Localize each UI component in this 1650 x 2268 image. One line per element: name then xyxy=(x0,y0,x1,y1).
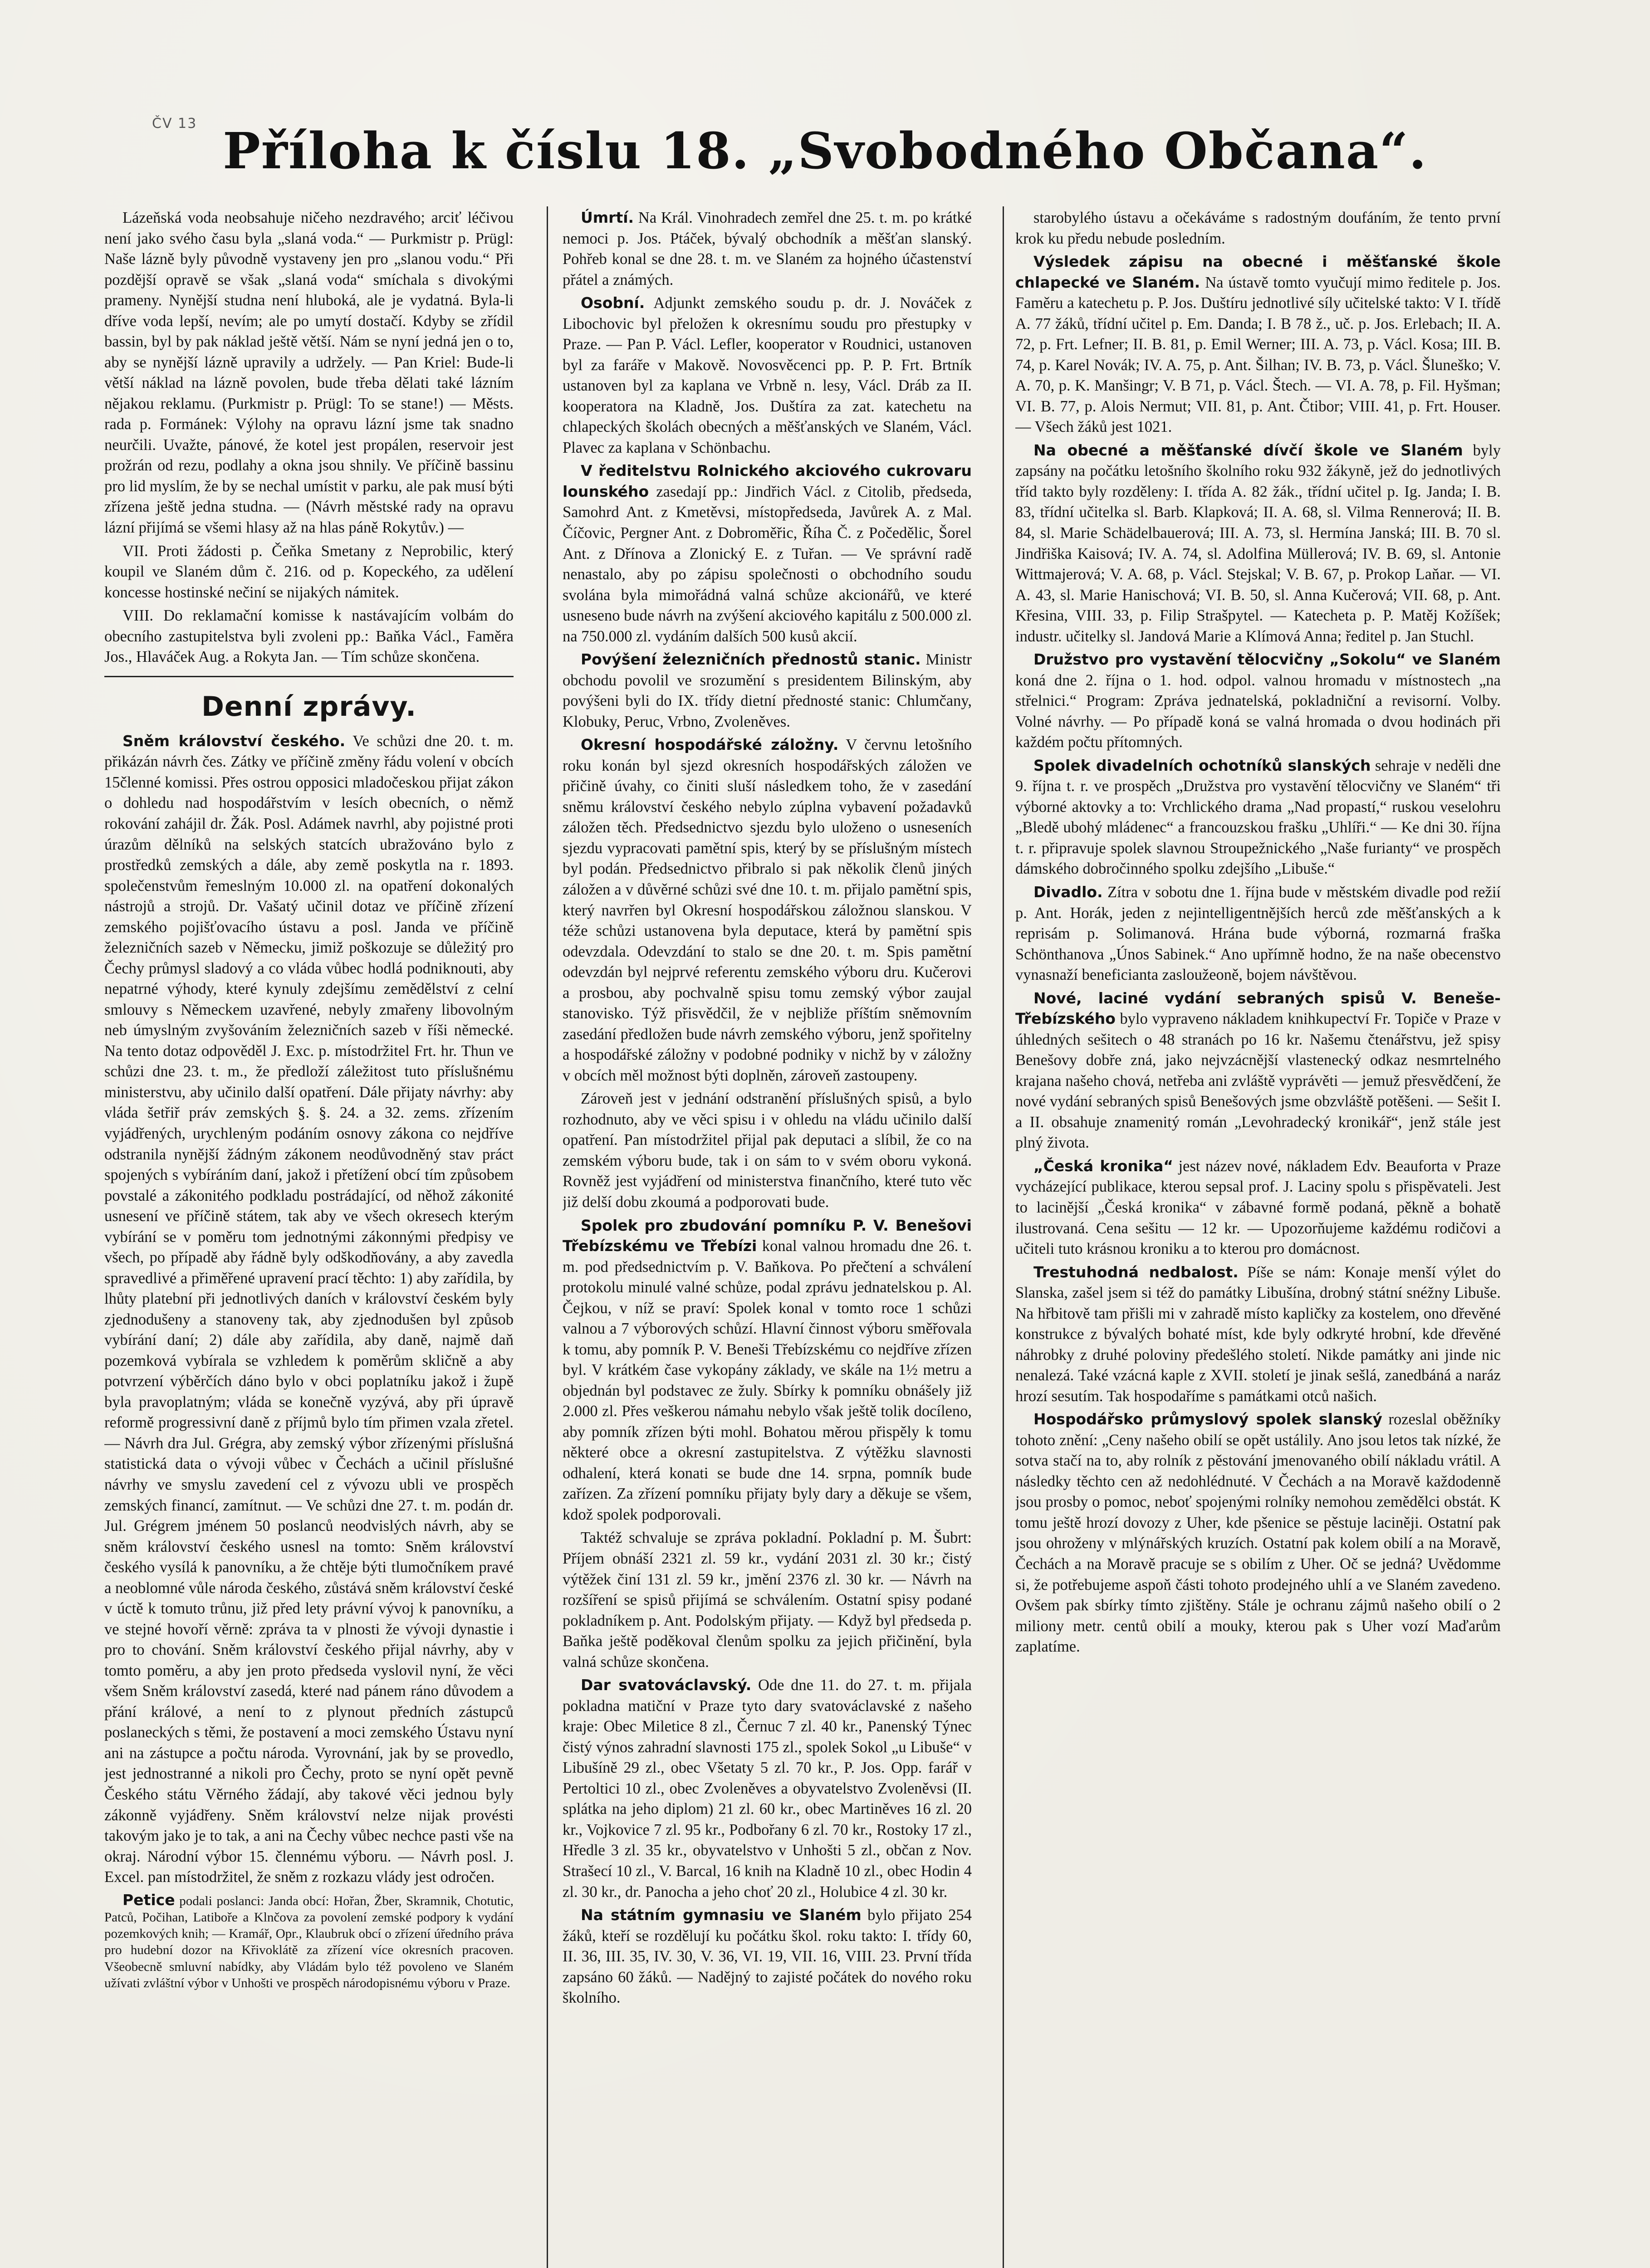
column-3 xyxy=(1015,208,1501,2268)
article-paragraph xyxy=(1015,440,1501,647)
article-body: konal valnou hromadu dne 26. t. m. pod předsednictvím p. V. Baňkova. Po přečtení a schválení protokolu minulé valné schůze, podal zprávu jednatelskou p. Al. Čejkou, v níž se praví: Spolek konal v tomto roce 1 schůzi valnou a 7 výborových schůzí. Hlavní činnost výboru směřovala k tomu, aby pomník P. V. Beneši Třebízskému co nejdříve zřízen byl. V krátkém čase vykopány základy, ve skále na 1½ metru a objednán byl podstavec ze žuly. Sbírky k pomníku obnášely již 2.000 zl. Přes veškerou námahu nebylo však ještě tolik docíleno, aby pomník zřízen býti mohl. Bohatou měrou přispěly k tomu některé obce a okresní zastupitelstva. Z výtěžku slavnosti odhalení, která konati se bude dne 14. srpna, pomník bude zařízen. Za zřízení pomníku přijaty byly dary a děkuje se všem, kdož spolek podporovali. xyxy=(563,1237,972,1523)
article-body: byly zapsány na počátku letošního školního roku 932 žákyně, jež do jednotlivých tříd takto byly rozděleny: I. třída A. 82 žák., třídní učitel p. Ig. Janda; I. B. 83, třídní učitelka sl. Barb. Klapková; II. A. 68, sl. Vilma Rennerová; II. B. 84, sl. Marie Schädelbauerová; III. A. 73, sl. Hermína Janská; III. B. 70 sl. Jindřiška Kaisová; IV. A. 74, sl. Adolfina Müllerová; IV. B. 69, sl. Antonie Wittmajerová; V. A. 68, p. Václ. Stejskal; V. B. 67, p. Prokop Laňar. — VI. A. 43, sl. Marie Hanischová; VI. B. 50, sl. Anna Kučerová; VII. 68, p. Ant. Křesina, VIII. 33, p. Filip Strašpytel. — Katecheta p. P. Matěj Kožíšek; industr. učitelky sl. Jandová Marie a Klímová Anna; ředitel p. Jan Stuchl. xyxy=(1015,441,1501,645)
article-paragraph xyxy=(563,461,972,647)
article-lead: V ředitelstvu Rolnického akciového cukrovaru lounského xyxy=(563,462,972,500)
article-body: Ve schůzi dne 20. t. m. přikázán návrh čes. Zátky ve příčině změny řádu volení v obcích 15členné komissi. Přes ostrou opposici mladočeskou přijat zákon o dohledu nad hospodářstvím v lesích obecních, o němž rokování zahájil dr. Žák. Posl. Adámek navrhl, aby pojistné proti úrazům dělníků na selských statcích ubražováno bylo z prostředků zemských a dále, aby země poskytla na r. 1893. společenstvům řemeslným 10.000 zl. na opatření dokonalých nástrojů a strojů. Dr. Vašatý učinil dotaz ve příčině zřízení zemského pojišťovacího ústavu a posl. Janda ve příčině železničních sazeb v Německu, jimiž poškozuje se důležitý pro Čechy průmysl sladový a co vláda vůbec hodlá podniknouti, aby nepatrné výhody, které kynuly zdejšímu zemědělství z celní smlouvy s Německem uzavřené, nebyly zmařeny libovolným neb úmyslným zvyšováním železničních sazeb v říši německé. Na tento dotaz odpověděl J. Exc. p. místodržitel Frt. hr. Thun ve schůzi dne 23. t. m., že předloží záležitost tuto příslušnému ministerstvu, aby učinilo další opatření. Dále přijaty návrhy: aby vláda šetřiř práv zemských §. §. 24. a 32. zems. zřízením vyjádřených, urychleným podáním osnovy zákona co nejdříve odstranila nynější žádným zákonem neodůvodněný stav práct spojených s vybíráním daní, jakož i přetížení obcí tím způsobem povstalé a zákonitého podkladu postrádající, od něhož zákonité usnesení ve příčině státem, tak aby ve všech okresech kterým vybírání se v poměru tom jednotnými zákonnými předpisy ve všech, po případě aby řádně byly odškodňovány, a aby zavedla spravedlivé a přiměřené upravení prací těchto: 1) aby zařídila, by lhůty platební při jednotlivých daních v království českém byly zjednodušeny a stanoveny tak, aby zjednodušen byl způsob vybírání daní; 2) dále aby zařídila, aby daně, najmě daň pozemková vybírala se vzhledem k poměrům skličně a aby potvrzení výběrčích dáno bylo v obci poplatníku jakož i župě byla pravoplatným; vláda se konečně vyzývá, aby při úpravě reformě progressivní daně z příjmů bylo tím přimen vzala zřetel. — Návrh dra Jul. Grégra, aby zemský výbor zřízenými příslušná statistická data o vývoji vůbec v Čechách a učinil příslušné návrhy ve smyslu zavedení cel z vývozu ubli ve prospěch zemských financí, zamítnut. — Ve schůzi dne 27. t. m. podán dr. Jul. Grégrem jménem 50 poslanců neodvislých návrh, aby se sněm království českého usnesl na tomto: Sněm království českého vysílá k panovníku, a že chtěje býti tlumočníkem pravé a neoblomné vůle národa českého, zůstává sněm království české v úctě k tomuto trůnu, již před lety právní vývoj k panovníku, a ve stejné hovoří věrně: zpráva ta v plnosti že vývoji dynastie i pro to chování. Sněm království českého přijal návrhy, aby v tomto poměru, a aby jen proto předseda vyslovil nyní, že věci všem Sněm království zasedá, které nad pánem ráno důvodem a přání králové, a není to z plynout předních zástupců poslaneckých s těmi, že postavení a moci zemského Ústavu nyní ani na zástupce a počtu národa. Vyrovnání, jak by se provedlo, jest jednostranné a nikoli pro Čechy, proto se nyní opět pevně Českého státu Věrného žádají, aby takové věci jednou byly zákonně vyjádřeny. Sněm království nelze nijak provésti takovým jako je to tak, a ani na Čechy vůbec nechce pasti vše na okraj. Národní výbor 15. člennému výboru. — Návrh posl. J. Excel. pan místodržitel, že sněm z rozkazu vlády jest odročen. xyxy=(104,732,514,1886)
article-paragraph xyxy=(563,1905,972,2009)
article-body: sehraje v neděli dne 9. října t. r. ve prospěch „Družstva pro vystavění tělocvičny ve Slaném“ tři výborné aktovky a to: Vrchlického drama „Nad propastí,“ ruskou veselohru „Bledě ubohý mládenec“ a francouzskou frašku „Uhlíři.“ — Ke dni 30. října t. r. připravuje spolek slavnou Stroupežnického „Naše furianty“ ve prospěch dámského dobročinného spolku zdejšího „Libuše.“ xyxy=(1015,757,1501,878)
article-paragraph xyxy=(1015,882,1501,986)
article-paragraph: Lázeňská voda neobsahuje ničeho nezdravého; arciť léčivou není jako svého času byla „slaná voda.“ — Purkmistr p. Prügl: Naše lázně byly původně vystaveny jen pro „slanou vodu.“ Při pozdější opravě se však „slaná voda“ smíchala s divokými prameny. Nynější studna není hluboká, ale je vydatná. Byla-li dříve voda lepší, nevím; ale po umytí dostačí. Kdyby se zřídil bassin, byl by pak náklad ještě větší. Nám se nyní jedná jen o to, aby se nynější lázně upravily a udržely. — Pan Kriel: Bude-li větší náklad na lázně povolen, bude třeba dělati také lázním nějakou reklamu. (Purkmistr p. Prügl: To se stane!) — Městs. rada p. Formánek: Výlohy na opravu lázní jsme tak snadno neurčili. Uvažte, pánové, že kotel jest propálen, reservoir jest prožrán od rezu, podlahy a okna jsou shnily. Ve příčině bassinu pro lid myslím, že by se nechal umístit v parku, ale pak musí býti zřízena ještě jedna studna. — (Návrh městské rady na opravu lázní přijímá se všemi hlasy až na hlas páně Rokytův.) — xyxy=(104,209,514,536)
article-body: podali poslanci: Janda obcí: Hořan, Žber, Skramnik, Chotutic, Patců, Počihan, Latiboře a Klnčova za povolení zemské podpory k vydání pozemkových knih; — Kramář, Opr., Klaubruk obcí o zřízení úředního práva pro hudební dozor na Křivoklátě za zřízení více okresních pracoven. Všeobecně smluvní nabídky, aby Vládám bylo též povoleno ve Slaném užívati zvláštní výbor v Unhošti ve prospěch národopisnému výboru v Praze. xyxy=(104,1893,514,1990)
article-body: bylo přijato 254 žáků, kteří se rozdělují ku počátku škol. roku takto: I. třídy 60, II. 36, III. 35, IV. 30, V. 36, VI. 19, VII. 16, VIII. 23. První třída zapsáno 60 žáků. — Nadějný to zajisté počátek do nového roku školního. xyxy=(563,1906,972,2007)
article-paragraph: starobylého ústavu a očekáváme s radostným doufáním, že tento první krok ku předu nebude posledním. xyxy=(1015,209,1501,247)
article-lead: Spolek pro zbudování pomníku P. V. Benešovi Třebízskému ve Třebízi xyxy=(563,1216,972,1255)
article-paragraph xyxy=(1015,988,1501,1154)
article-lead: Okresní hospodářské záložny. xyxy=(581,736,839,754)
article-paragraph xyxy=(1015,252,1501,438)
article-lead: Divadlo. xyxy=(1033,883,1103,901)
column-2 xyxy=(563,208,972,2268)
article-lead: Na státním gymnasiu ve Slaném xyxy=(581,1906,862,1924)
article-lead: Družstvo pro vystavění tělocvičny „Sokolu“ ve Slaném xyxy=(1033,650,1501,669)
article-body: Zítra v sobotu dne 1. října bude v městském divadle pod režií p. Ant. Horák, jeden z nejintelligentnějších herců zde měšťanských a k reprisám p. Solimanová. Hrána bude výborná, rozmarná fraška Schönthanova „Únos Sabinek.“ Ano upřímně hodno, že na naše obecenstvo vynasnaží beneficianta zasloužeoně, bojem návštěvou. xyxy=(1015,884,1501,984)
article-lead: Výsledek zápisu na obecné i měšťanské škole chlapecké ve Slaném. xyxy=(1015,253,1501,291)
article-paragraph xyxy=(563,735,972,1086)
article-paragraph xyxy=(1015,756,1501,880)
article-lead: Na obecné a měšťanské dívčí škole ve Slaném xyxy=(1033,441,1463,459)
article-lead: Trestuhodná nedbalost. xyxy=(1033,1263,1239,1281)
section-rule xyxy=(104,676,514,677)
article-body: Píše se nám: Konaje menší výlet do Slanska, zašel jsem si též do památky Libušína, drobný státní snéžny Libuše. Na hřbitově tam přišli mi v zahradě místo kapličky za kostelem, ono dřevěné konstrukce z bývalých bohaté míst, kde byly odkryté hrobní, kde dřevěné náhrobky z druhé poloviny předešlého století. Nikde památky ani jinde nic nenalezá. Také vzácná kaple z XVII. století je jinak sešlá, zanedbáná a naráz hrozí sesutím. Tak hospodaříme s památkami otců našich. xyxy=(1015,1263,1501,1405)
margin-handwritten-note: ČV 13 xyxy=(152,116,197,132)
article-lead: Spolek divadelních ochotníků slanských xyxy=(1033,756,1371,774)
article-paragraph xyxy=(1015,1156,1501,1260)
article-lead: „Česká kronika“ xyxy=(1033,1157,1174,1175)
column-1 xyxy=(104,208,514,2268)
page-title: Příloha k číslu 18. „Svobodného Občana“. xyxy=(223,122,1427,180)
section-heading: Denní zprávy. xyxy=(201,690,416,723)
article-lead: Úmrtí. xyxy=(581,209,634,226)
article-paragraph: Zároveň jest v jednání odstranění příslušných spisů, a bylo rozhodnuto, aby ve věci spisu i v ohledu na vládu učinilo další opatření. Pan místodržitel přijal pak deputaci a slíbil, že co na zemském výboru bude, tak i on sám to v svém oboru vykoná. Rovněž jest vyjádření od ministerstva finančního, které tuto věc již delší dobu zkoumá a podporovati bude. xyxy=(563,1090,972,1211)
article-paragraph: VIII. Do reklamační komisse k nastávajícím volbám do obecního zastupitelstva byli zvoleni pp.: Baňka Václ., Faměra Jos., Hlaváček Aug. a Rokyta Jan. — Tím schůze skončena. xyxy=(104,607,514,666)
column-divider-1 xyxy=(547,206,548,2268)
article-paragraph: Taktéž schvaluje se zpráva pokladní. Pokladní p. M. Šubrt: Příjem obnáší 2321 zl. 59 kr., vydání 2031 zl. 30 kr.; čistý výtěžek činí 131 zl. 59 kr., jmění 2376 zl. 30 kr. — Návrh na rozšíření se spisů přijímá se schválením. Ostatní spisy podané pokladníkem p. Ant. Podolským přijaty. — Když byl předseda p. Baňka ještě poděkoval členům spolku za jejich přičinění, byla valná schůze skončena. xyxy=(563,1529,972,1671)
article-lead: Sněm království českého. xyxy=(122,732,346,750)
article-lead: Osobní. xyxy=(581,294,645,312)
article-paragraph xyxy=(1015,1409,1501,1657)
article-paragraph xyxy=(563,1675,972,1902)
article-paragraph xyxy=(563,208,972,290)
article-paragraph xyxy=(563,1216,972,1525)
column-divider-2 xyxy=(1003,206,1004,2268)
article-body: V červnu letošního roku konán byl sjezd okresních hospodářských záložen ve přičině úvahy, co činiti sluší následkem toho, že v zasedání sněmu království českého nebylo zúplna vybavení požadavků záložen těch. Předsednictvo sjezdu bylo uloženo o usneseních sjezdu vypracovati pamětní spis, který by se příslušným místech byl podán. Předsednictvo přibralo si pak několik členů jiných záložen a v důvěrné schůzi své dne 10. t. m. přijalo pamětní spis, který navrřen byl Okresní hospodářskou záložnou slanskou. V téže schůzi ustanovena byla deputace, která by pamětní spis odevzdala. Odevzdání to stalo se dne 20. t. m. Spis pamětní odevzdán byl nejprvé referentu zemského výboru dru. Kučerovi a prosbou, aby pochvalně spisu tomu zemský výbor zaujal stanovisko. Týž přisvědčil, že v nejbliže příštím sněmovním zasedání předložen bude návrh zemského výboru, jenž spořitelny a hospodářské záložny v podobné podniky v nichž by v záložny v obcích měl možnost býti doplněn, zároveň zastoupeny. xyxy=(563,736,972,1084)
article-lead: Dar svatováclavský. xyxy=(581,1676,752,1694)
article-paragraph: VII. Proti žádosti p. Čeňka Smetany z Neprobilic, který koupil ve Slaném dům č. 216. od p. Kopeckého, za udělení koncesse hostinské nečiní se nijakých námitek. xyxy=(104,542,514,601)
article-lead: Povýšení železničních přednostů stanic. xyxy=(581,650,921,669)
article-paragraph xyxy=(1015,650,1501,753)
article-body: Ministr obchodu povolil ve srozumění s presidentem Bilinským, aby povýšeni byli do IX. třídy dietní přednosté stanic: Chlumčany, Klobuky, Peruc, Vrbno, Zvoleněves. xyxy=(563,651,972,730)
article-body: jest název nové, nákladem Edv. Beauforta v Praze vycházející publikace, kterou sepsal prof. J. Laciny spolu s přispěvateli. Jest to lacinější „Česká kronika“ v zábavné formě podaná, pěkně a bohatě ilustrovaná. Cena sešitu — 12 kr. — Upozorňujeme každému rodičovi a učiteli tuto krásnou kroniku a to kterou pro domácnost. xyxy=(1015,1157,1501,1258)
article-body: koná dne 2. října o 1. hod. odpol. valnou hromadu v místnostech „na střelnici.“ Program: Zpráva jednatelská, pokladniční a revisorní. Volby. Volné návrhy. — Po případě koná se valná hromada o dvou hodinách při každém počtu přítomných. xyxy=(1015,671,1501,751)
article-body: bylo vypraveno nákladem knihkupectví Fr. Topiče v Praze v úhledných sešitech o 48 stranách po 16 kr. Našemu čtenářstvu, jež spisy Benešovy dobře zná, jako nejvzácnější vlastenecký odkaz nesmrtelného krajana našeho chová, netřeba ani zvláště vyprávěti — jemuž přesvědčení, že nové vydání sebraných spisů Benešových jsme obzvláště potěšeni. — Sešit I. a II. obsahuje znamenitý román „Levohradecký kronikář“, jenž stále jest plný života. xyxy=(1015,1010,1501,1152)
article-body: Adjunkt zemského soudu p. dr. J. Nováček z Libochovic byl přeložen k okresnímu soudu pro přestupky v Praze. — Pan P. Václ. Lefler, kooperator v Roudnici, ustanoven byl za faráře v Makově. Novosvěcenci pp. P. P. Frt. Brtník ustanoven byl za kaplana ve Vrbně n. lesy, Václ. Dráb za II. kooperatora na Kladně, Jos. Duštíra za zat. katechetu na chlapeckých školách obecných a měšťanských ve Slaném, Václ. Plavec za kaplana v Schönbachu. xyxy=(563,294,972,456)
article-lead: Petice xyxy=(122,1891,175,1909)
article-lead: Hospodářsko průmyslový spolek slanský xyxy=(1033,1410,1382,1428)
article-body: Na ústavě tomto vyučují mimo ředitele p. Jos. Faměru a katechetu p. P. Jos. Duštíru jednotlivé síly učitelské takto: V I. třídě A. 77 žáků, třídní učitel p. Em. Danda; I. B 78 ž., uč. p. Jos. Erlebach; II. A. 72, p. Frt. Lefner; II. B. 81, p. Emil Werner; III. A. 73, p. Václ. Kosa; III. B. 74, p. Karel Novák; IV. A. 75, p. Ant. Šilhan; IV. B. 73, p. Václ. Šluneško; V. A. 70, p. K. Manšingr; V. B 71, p. Václ. Štech. — VI. A. 78, p. Fil. Hyšman; VI. B. 77, p. Alois Nermut; VII. 81, p. Ant. Čtibor; VIII. 41, p. Frt. Houser. — Všech žáků jest 1021. xyxy=(1015,274,1501,436)
article-paragraph xyxy=(104,731,514,1888)
article-body: Na Král. Vinohradech zemřel dne 25. t. m. po krátké nemoci p. Jos. Ptáček, bývalý obchodník a měšťan slanský. Pohřeb konal se dne 28. t. m. ve Slaném za hojného účastenství přátel a známých. xyxy=(563,209,972,288)
article-paragraph xyxy=(104,1891,514,1992)
article-body: zasedají pp.: Jindřich Václ. z Citolib, předseda, Samohrd Ant. z Kmetěvsi, místopředseda, Javůrek A. z Mal. Číčovic, Pergner Ant. z Dobroměřic, Říha Č. z Počedělic, Šorel Ant. z Dřínova a Zlonický E. z Tuřan. — Ve správní radě nenastalo, aby po zápisu společnosti o obchodního soudu svolána byla mimořádná valná schůze akcionářů, ve které usneseno bude návrh na zvýšení akciového kapitálu z 500.000 zl. na 750.000 zl. vydáním dalších 500 kusů akcií. xyxy=(563,483,972,645)
article-body: rozeslal oběžníky tohoto znění: „Ceny našeho obilí se opět ustálily. Ano jsou letos tak nízké, že sotva stačí na to, aby rolník z pěstování jmenovaného obilí nákladu vrátil. A následky těchto cen až nedohlédnuté. V Čechách a na Moravě každodenně jsou prosby o pomoc, neboť spojenými rolníky nemohou zemědělci obstát. K tomu ještě hrozí dovozy z Uher, kde pšenice se pěstuje laciněji. Ostatní pak jsou ohroženy v mlýnářských kruzích. Ostatní pak kolem obilí a na Moravě, Čechách a na Moravě pracuje se s obilím z Uher. Oč se jedná? Uvědomme si, že potřebujeme aspoň části tohoto prodejného uhlí a ve Slaném zavedeno. Ovšem pak sbírky tímto zjištěny. Stále je ochranu zájmů našeho obilí o 2 miliony metr. centů obilí a mouky, kterou pak s Uher vozí Maďarům zaplatíme. xyxy=(1015,1411,1501,1656)
article-body: Ode dne 11. do 27. t. m. přijala pokladna matiční v Praze tyto dary svatováclavské z našeho kraje: Obec Miletice 8 zl., Černuc 7 zl. 40 kr., Panenský Týnec čistý výnos zahradní slavnosti 175 zl., spolek Sokol „u Libuše“ v Libušíně 29 zl., obec Všetaty 5 zl. 70 kr., P. Jos. Opp. farář v Pertoltici 10 zl., obec Zvoleněves a obyvatelstvo Zvoleněvsi (II. splátka na jeho diplom) 21 zl. 60 kr., obec Martiněves 16 zl. 20 kr., Vojkovice 7 zl. 95 kr., Podbořany 6 zl. 70 kr., Rostoky 17 zl., Hředle 3 zl. 35 kr., obyvatelstvo v Unhošti 5 zl., občan z Nov. Strašecí 10 zl., V. Barcal, 16 knih na Kladně 10 zl., obec Hodin 4 zl. 30 kr., dr. Panocha a jeho choť 20 zl., Holubice 4 zl. 30 kr. xyxy=(563,1677,972,1901)
article-paragraph xyxy=(563,293,972,458)
article-lead: Nové, laciné vydání sebraných spisů V. Beneše-Třebízského xyxy=(1015,989,1501,1028)
article-paragraph xyxy=(563,650,972,732)
article-paragraph xyxy=(1015,1262,1501,1407)
